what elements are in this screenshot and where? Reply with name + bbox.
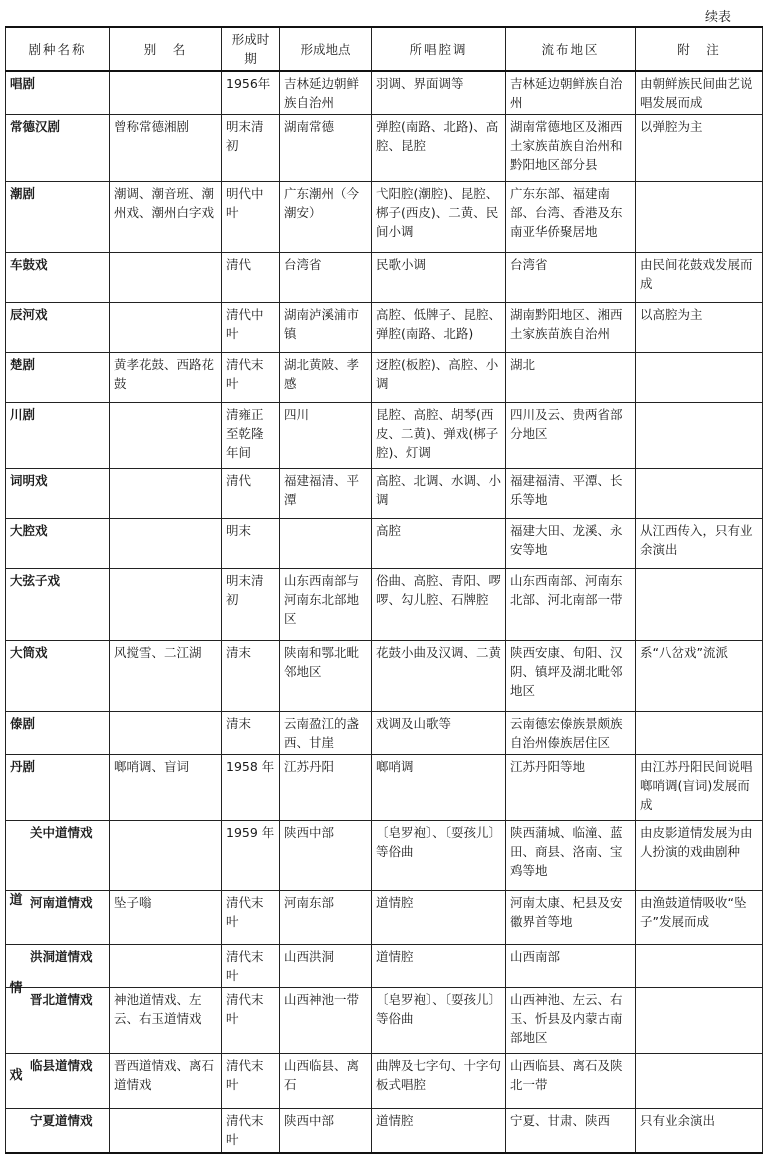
cell-note [636,569,763,641]
cell-period: 1959 年 [222,821,280,891]
cell-place: 湖北黄陂、孝感 [280,353,372,403]
cell-period: 清代 [222,469,280,519]
cell-place: 山西神池一带 [280,988,372,1054]
cell-area: 河南太康、杞县及安徽界首等地 [506,891,636,945]
header-area: 流布地区 [506,27,636,71]
cell-period: 清代末叶 [222,1054,280,1109]
cell-note [636,469,763,519]
cell-tune: 道情腔 [372,1109,506,1153]
cell-area: 吉林延边朝鲜族自治州 [506,71,636,115]
cell-period: 1958 年 [222,755,280,821]
cell-place: 四川 [280,403,372,469]
cell-period: 清末 [222,712,280,755]
table-row [6,988,763,1054]
table-row [6,353,763,403]
table-row [6,569,763,641]
cell-tune: 曲牌及七字句、十字句板式唱腔 [372,1054,506,1109]
cell-place: 陕西中部 [280,1109,372,1153]
cell-alias [110,821,222,891]
cell-place: 福建福清、平潭 [280,469,372,519]
cell-area: 云南德宏傣族景颇族自治州傣族居住区 [506,712,636,755]
cell-alias [110,945,222,988]
table-row [6,182,763,253]
cell-alias: 坠子嗡 [110,891,222,945]
cell-note [636,1054,763,1109]
cell-area: 陕西蒲城、临潼、蓝田、商县、洛南、宝鸡等地 [506,821,636,891]
cell-alias [110,1109,222,1153]
cell-note: 由民间花鼓戏发展而成 [636,253,763,303]
header-place: 形成地点 [280,27,372,71]
cell-area: 福建大田、龙溪、永安等地 [506,519,636,569]
cell-period: 清末 [222,641,280,712]
group-label-char: 情 [9,980,23,996]
cell-area: 山东西南部、河南东北部、河北南部一带 [506,569,636,641]
cell-area: 广东东部、福建南部、台湾、香港及东南亚华侨聚居地 [506,182,636,253]
cell-place: 河南东部 [280,891,372,945]
cell-place: 广东潮州（今潮安） [280,182,372,253]
cell-period: 清代中叶 [222,303,280,353]
cell-alias [110,712,222,755]
cell-place: 山西洪洞 [280,945,372,988]
cell-tune: 高腔、北调、水调、小调 [372,469,506,519]
cell-area: 湖南常德地区及湘西土家族苗族自治州和黔阳地区部分县 [506,115,636,182]
cell-area: 福建福清、平潭、长乐等地 [506,469,636,519]
cell-place: 云南盈江的盏西、甘崖 [280,712,372,755]
cell-name: 洪洞道情戏 [6,945,110,988]
continued-label: 续表 [704,10,731,25]
cell-note: 以弹腔为主 [636,115,763,182]
cell-name: 大筒戏 [6,641,110,712]
cell-area: 湖北 [506,353,636,403]
table-row [6,755,763,821]
group-label-char: 戏 [9,1068,23,1084]
cell-name: 车鼓戏 [6,253,110,303]
cell-period: 明末 [222,519,280,569]
cell-tune: 戏调及山歌等 [372,712,506,755]
table-row [6,891,763,945]
cell-period: 明代中叶 [222,182,280,253]
table-row [6,303,763,353]
cell-area: 山西南部 [506,945,636,988]
header-note: 附 注 [636,27,763,71]
cell-place [280,519,372,569]
table-row [6,519,763,569]
cell-name: 辰河戏 [6,303,110,353]
cell-tune: 啷哨调 [372,755,506,821]
cell-period: 明末清初 [222,115,280,182]
cell-alias [110,519,222,569]
cell-note [636,712,763,755]
cell-place: 湖南泸溪浦市镇 [280,303,372,353]
cell-period: 清代 [222,253,280,303]
cell-name: 常德汉剧 [6,115,110,182]
cell-area: 陕西安康、旬阳、汉阴、镇坪及湖北毗邻地区 [506,641,636,712]
cell-name: 晋北道情戏 [6,988,110,1054]
cell-period: 清代末叶 [222,891,280,945]
table-row [6,821,763,891]
cell-name: 潮剧 [6,182,110,253]
cell-note [636,945,763,988]
cell-period: 1956年 [222,71,280,115]
cell-alias [110,569,222,641]
cell-note: 由皮影道情发展为由人扮演的戏曲剧种 [636,821,763,891]
cell-name: 傣剧 [6,712,110,755]
cell-name: 川剧 [6,403,110,469]
header-name: 剧种名称 [6,27,110,71]
cell-name: 河南道情戏 [6,891,110,945]
cell-place: 陕南和鄂北毗邻地区 [280,641,372,712]
cell-name: 关中道情戏 [6,821,110,891]
cell-alias: 风搅雪、二江湖 [110,641,222,712]
cell-note: 由渔鼓道情吸收“坠子”发展而成 [636,891,763,945]
cell-tune: 弋阳腔(潮腔)、昆腔、梆子(西皮)、二黄、民间小调 [372,182,506,253]
cell-area: 山西神池、左云、右玉、忻县及内蒙古南部地区 [506,988,636,1054]
cell-place: 山西临县、离石 [280,1054,372,1109]
cell-alias [110,469,222,519]
cell-period: 清代末叶 [222,1109,280,1153]
cell-area: 江苏丹阳等地 [506,755,636,821]
cell-alias: 曾称常德湘剧 [110,115,222,182]
cell-tune: 民歌小调 [372,253,506,303]
cell-alias [110,253,222,303]
cell-period: 清代末叶 [222,353,280,403]
cell-period: 清雍正至乾隆年间 [222,403,280,469]
cell-alias [110,71,222,115]
cell-area: 山西临县、离石及陕北一带 [506,1054,636,1109]
header-period: 形成时期 [222,27,280,71]
group-label [8,820,24,1152]
cell-place: 台湾省 [280,253,372,303]
cell-tune: 迓腔(板腔)、高腔、小调 [372,353,506,403]
cell-alias: 潮调、潮音班、潮州戏、潮州白字戏 [110,182,222,253]
cell-note [636,403,763,469]
cell-note [636,182,763,253]
cell-alias [110,403,222,469]
cell-note [636,353,763,403]
cell-name: 大弦子戏 [6,569,110,641]
table-row [6,253,763,303]
cell-place: 吉林延边朝鲜族自治州 [280,71,372,115]
cell-place: 陕西中部 [280,821,372,891]
cell-note: 由朝鲜族民间曲艺说唱发展而成 [636,71,763,115]
cell-tune: 高腔 [372,519,506,569]
cell-place: 湖南常德 [280,115,372,182]
cell-name: 唱剧 [6,71,110,115]
cell-alias: 神池道情戏、左云、右玉道情戏 [110,988,222,1054]
cell-note: 从江西传入，只有业余演出 [636,519,763,569]
cell-note: 系“八岔戏”流派 [636,641,763,712]
cell-area: 湖南黔阳地区、湘西土家族苗族自治州 [506,303,636,353]
cell-period: 清代末叶 [222,945,280,988]
cell-alias: 晋西道情戏、离石道情戏 [110,1054,222,1109]
cell-name: 楚剧 [6,353,110,403]
cell-alias [110,303,222,353]
cell-name: 词明戏 [6,469,110,519]
table-row [6,403,763,469]
header-row [6,27,763,71]
cell-tune: 道情腔 [372,891,506,945]
table-row [6,1054,763,1109]
cell-alias: 黄孝花鼓、西路花鼓 [110,353,222,403]
cell-tune: 弹腔(南路、北路)、高腔、昆腔 [372,115,506,182]
opera-table [5,26,763,1154]
cell-tune: 〔皂罗袍〕、〔耍孩儿〕等俗曲 [372,988,506,1054]
cell-tune: 〔皂罗袍〕、〔耍孩儿〕等俗曲 [372,821,506,891]
table-row [6,469,763,519]
cell-tune: 道情腔 [372,945,506,988]
cell-tune: 昆腔、高腔、胡琴(西皮、二黄)、弹戏(梆子腔)、灯调 [372,403,506,469]
cell-note: 以高腔为主 [636,303,763,353]
cell-name: 丹剧 [6,755,110,821]
cell-area: 宁夏、甘肃、陕西 [506,1109,636,1153]
cell-name: 大腔戏 [6,519,110,569]
cell-period: 明末清初 [222,569,280,641]
group-label-char: 道 [9,892,23,908]
header-tune: 所唱腔调 [372,27,506,71]
cell-tune: 俗曲、高腔、青阳、啰啰、勾儿腔、石牌腔 [372,569,506,641]
cell-area: 台湾省 [506,253,636,303]
table-row [6,1109,763,1153]
cell-note [636,988,763,1054]
table-row [6,115,763,182]
cell-tune: 高腔、低牌子、昆腔、弹腔(南路、北路) [372,303,506,353]
cell-area: 四川及云、贵两省部分地区 [506,403,636,469]
table-row [6,712,763,755]
cell-note: 由江苏丹阳民间说唱啷哨调(盲词)发展而成 [636,755,763,821]
cell-place: 山东西南部与河南东北部地区 [280,569,372,641]
table-row [6,641,763,712]
cell-name: 宁夏道情戏 [6,1109,110,1153]
cell-alias: 啷哨调、盲词 [110,755,222,821]
table-row [6,945,763,988]
cell-name: 临县道情戏 [6,1054,110,1109]
cell-note: 只有业余演出 [636,1109,763,1153]
cell-place: 江苏丹阳 [280,755,372,821]
cell-period: 清代末叶 [222,988,280,1054]
cell-tune: 羽调、界面调等 [372,71,506,115]
header-alias: 别 名 [110,27,222,71]
table-row [6,71,763,115]
cell-tune: 花鼓小曲及汉调、二黄 [372,641,506,712]
